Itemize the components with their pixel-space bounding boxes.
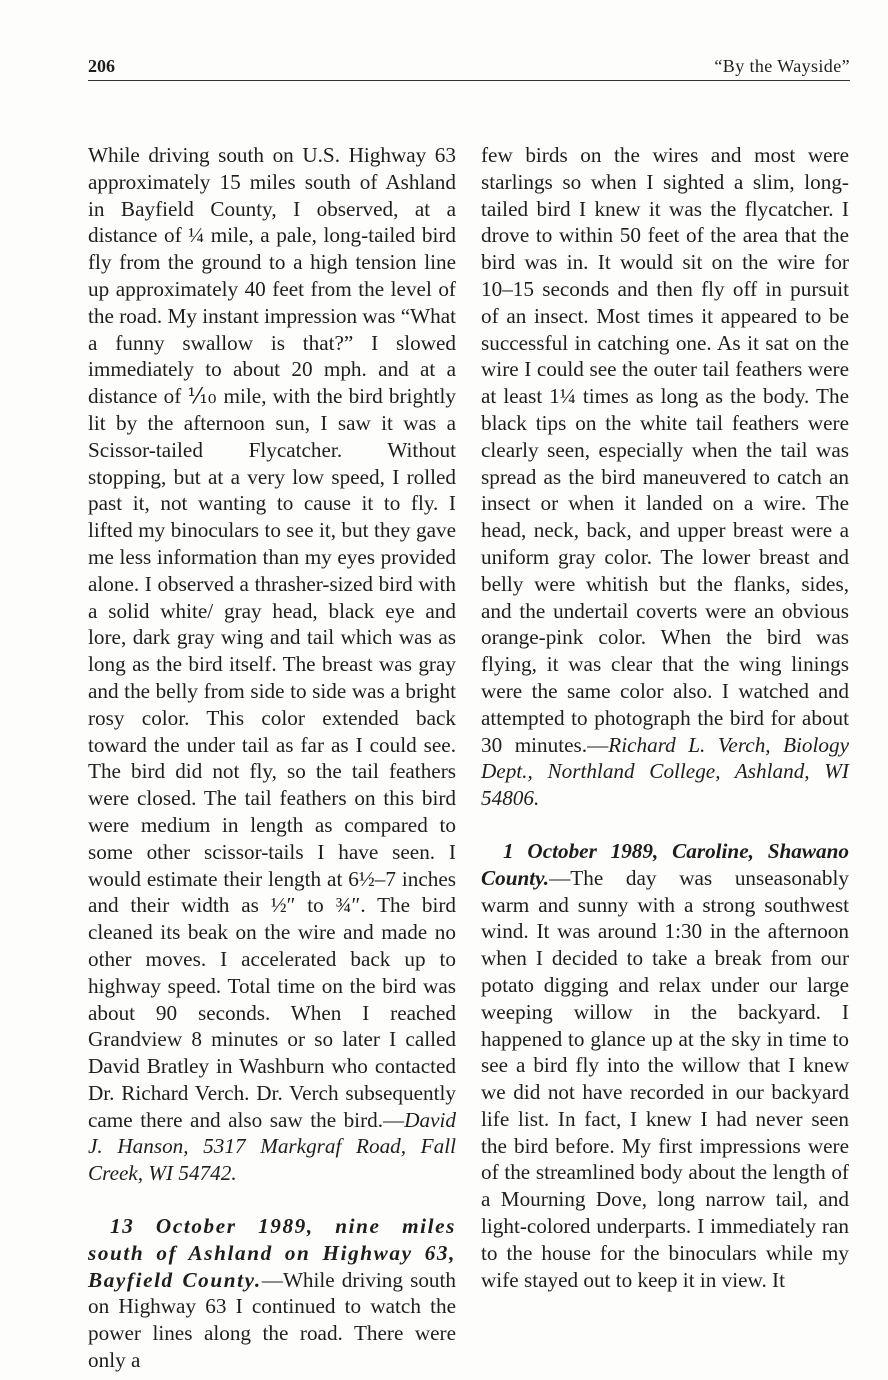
report-caroline-text: —The day was unseasonably warm and sunny with a strong southwest wind. It was around 1:30 in the afternoon when I decided to take a break from our potato digging and relax under our large weeping willow in the backyard. I happened to glance up at the sky in time to see a bird fly into the willow that I knew we did not have recorded in our backyard life list. In fact, I knew I had never seen the bird before. My first impressions were of the streamlined body about the length of a Mourning Dove, long narrow tail, and light-colored underparts. I immediately ran to the house for the binoculars while my wife stayed out to keep it in view. It: [481, 865, 849, 1292]
right-column: [481, 142, 849, 1293]
report-verch-text: —While driving south on Highway 63 I continued to watch the power lines along the road. There were only a: [88, 1267, 457, 1373]
report-hanson-text: While driving south on U.S. Highway 63 approximately 15 miles south of Ashland in Bayfield County, I observed, at a distance of ¼ mile, a pale, long-tailed bird fly from the ground to a high tension line up approximately 40 feet from the level of the road. My instant impression was “What a funny swallow is that?” I slowed immediately to about 20 mph. and at a distance of ⅒ mile, with the bird brightly lit by the afternoon sun, I saw it was a Scissor-tailed Flycatcher. Without stopping, but at a very low speed, I rolled past it, not wanting to cause it to fly. I lifted my binoculars to see it, but they gave me less information than my eyes provided alone. I observed a thrasher-sized bird with a solid white/ gray head, black eye and lore, dark gray wing and tail which was as long as the bird itself. The breast was gray and the belly from side to side was a bright rosy color. This color extended back toward the under tail as far as I could see. The bird did not fly, so the tail feathers were closed. The tail feathers on this bird were medium in length as compared to some other scissor-tails I have seen. I would estimate their length at 6½–7 inches and their width as ½″ to ¾″. The bird cleaned its beak on the wire and made no other moves. I accelerated back up to highway speed. Total time on the bird was about 90 seconds. When I reached Grandview 8 minutes or so later I called David Bratley in Washburn who contacted Dr. Richard Verch. Dr. Verch subsequently came there and also saw the bird.—: [88, 143, 456, 1132]
report-verch-signature: Richard L. Verch, Biology Dept., Northland College, Ashland, WI 54806.: [481, 732, 849, 811]
page-header: [88, 54, 850, 81]
report-verch-heading: 13 October 1989, nine miles south of Ashland on Highway 63, Bayfield County.: [88, 1214, 456, 1292]
report-caroline: [481, 838, 849, 1294]
report-caroline-place: Shawano County.: [481, 838, 849, 890]
running-title: “By the Wayside”: [714, 56, 850, 76]
page-number: 206: [88, 56, 115, 76]
report-caroline-date: 1 October 1989, Caroline,: [503, 838, 768, 863]
report-verch-continued-text: few birds on the wires and most were starlings so when I sighted a slim, long-tailed bird I knew it was the flycatcher. I drove to within 50 feet of the area that the bird was in. It would sit on the wire for 10–15 seconds and then fly off in pursuit of an insect. Most times it appeared to be successful in catching one. As it sat on the wire I could see the outer tail feathers were at least 1¼ times as long as the body. The black tips on the white tail feathers were clearly seen, especially when the tail was spread as the bird maneuvered to catch an insect or when it landed on a wire. The head, neck, back, and upper breast were a uniform gray color. The lower breast and belly were whitish but the flanks, sides, and the undertail coverts were an obvious orange-pink color. When the bird was flying, it was clear that the wing linings were the same color also. I watched and attempted to photograph the bird for about 30 minutes.—: [481, 143, 849, 757]
report-verch: [88, 1213, 456, 1374]
report-verch-continued: [481, 142, 849, 812]
report-hanson: [88, 142, 456, 1187]
report-hanson-signature: David J. Hanson, 5317 Markgraf Road, Fall Creek, WI 54742.: [88, 1107, 456, 1186]
left-column: [88, 142, 456, 1374]
